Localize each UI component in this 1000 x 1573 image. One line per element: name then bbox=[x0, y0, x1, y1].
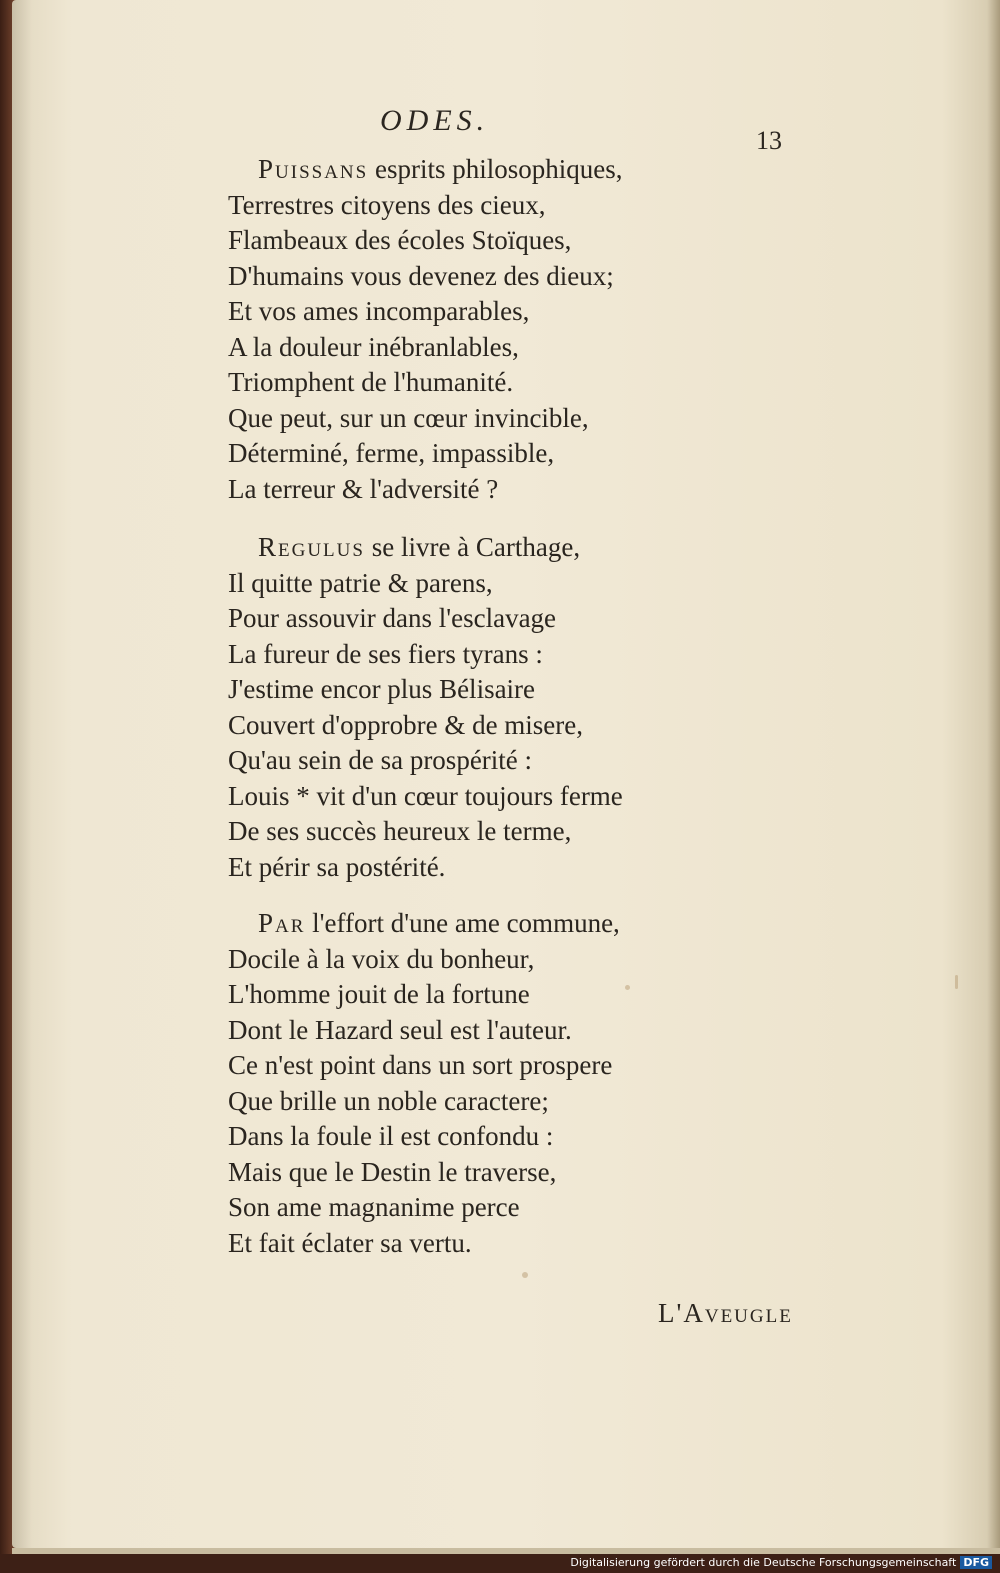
stanza-first-line bbox=[228, 906, 708, 942]
dfg-logo: DFG bbox=[960, 1556, 992, 1569]
verse-line: Que brille un noble caractere; bbox=[228, 1085, 549, 1116]
verse-line: Terrestres citoyens des cieux, bbox=[228, 189, 546, 220]
foxing-spot bbox=[522, 1272, 528, 1278]
verse-line: Dont le Hazard seul est l'auteur. bbox=[228, 1014, 572, 1045]
verse-line: Il quitte patrie & parens, bbox=[228, 567, 493, 598]
verse-line: La terreur & l'adversité ? bbox=[228, 473, 499, 504]
stanza-lead-word: Regulus bbox=[258, 532, 365, 562]
verse-line: Couvert d'opprobre & de misere, bbox=[228, 709, 584, 740]
verse-line: Son ame magnanime perce bbox=[228, 1192, 520, 1222]
verse-line: Et périr sa postérité. bbox=[228, 851, 446, 882]
verse-line: esprits philosophiques, bbox=[368, 154, 623, 184]
verse-line: A la douleur inébranlables, bbox=[228, 331, 519, 362]
verse-line: Et vos ames incomparables, bbox=[228, 296, 530, 326]
stanza-lead-word: Par bbox=[258, 908, 306, 938]
verse-line: J'estime encor plus Bélisaire bbox=[228, 674, 536, 704]
verse-line: Ce n'est point dans un sort prospere bbox=[228, 1050, 613, 1080]
stanza-2 bbox=[228, 530, 708, 885]
running-head: ODES. bbox=[380, 104, 490, 137]
stanza-first-line bbox=[228, 152, 708, 188]
verse-line: D'humains vous devenez des dieux; bbox=[228, 260, 614, 291]
credit-text: Digitalisierung gefördert durch die Deutsche Forschungsgemeinschaft bbox=[570, 1556, 957, 1569]
verse-line: La fureur de ses fiers tyrans : bbox=[228, 638, 543, 669]
verse-line: De ses succès heureux le terme, bbox=[228, 816, 572, 846]
digitization-credit bbox=[570, 1556, 992, 1569]
verse-line: Déterminé, ferme, impassible, bbox=[228, 438, 555, 468]
foxing-spot bbox=[955, 975, 958, 989]
verse-line: Dans la foule il est confondu : bbox=[228, 1121, 554, 1151]
verse-line: se livre à Carthage, bbox=[364, 532, 581, 562]
verse-line: Que peut, sur un cœur invincible, bbox=[228, 402, 589, 433]
stanza-first-line bbox=[228, 530, 708, 566]
verse-line: l'effort d'une ame commune, bbox=[305, 908, 620, 938]
verse-line: Flambeaux des écoles Stoïques, bbox=[228, 225, 572, 255]
verse-line: Pour assouvir dans l'esclavage bbox=[228, 603, 557, 633]
stanza-1 bbox=[228, 152, 708, 507]
stanza-lead-word: Puissans bbox=[258, 154, 369, 184]
page-number: 13 bbox=[756, 126, 782, 155]
verse-line: Triomphent de l'humanité. bbox=[228, 367, 514, 397]
verse-line: Et fait éclater sa vertu. bbox=[228, 1227, 472, 1258]
verse-line: Qu'au sein de sa prospérité : bbox=[228, 745, 533, 775]
stanza-3 bbox=[228, 906, 708, 1261]
verse-line: Louis * vit d'un cœur toujours ferme bbox=[228, 780, 623, 811]
catchword: L'Aveugle bbox=[658, 1298, 793, 1328]
verse-line: Mais que le Destin le traverse, bbox=[228, 1156, 557, 1187]
verse-line: L'homme jouit de la fortune bbox=[228, 979, 530, 1009]
verse-line: Docile à la voix du bonheur, bbox=[228, 943, 535, 974]
